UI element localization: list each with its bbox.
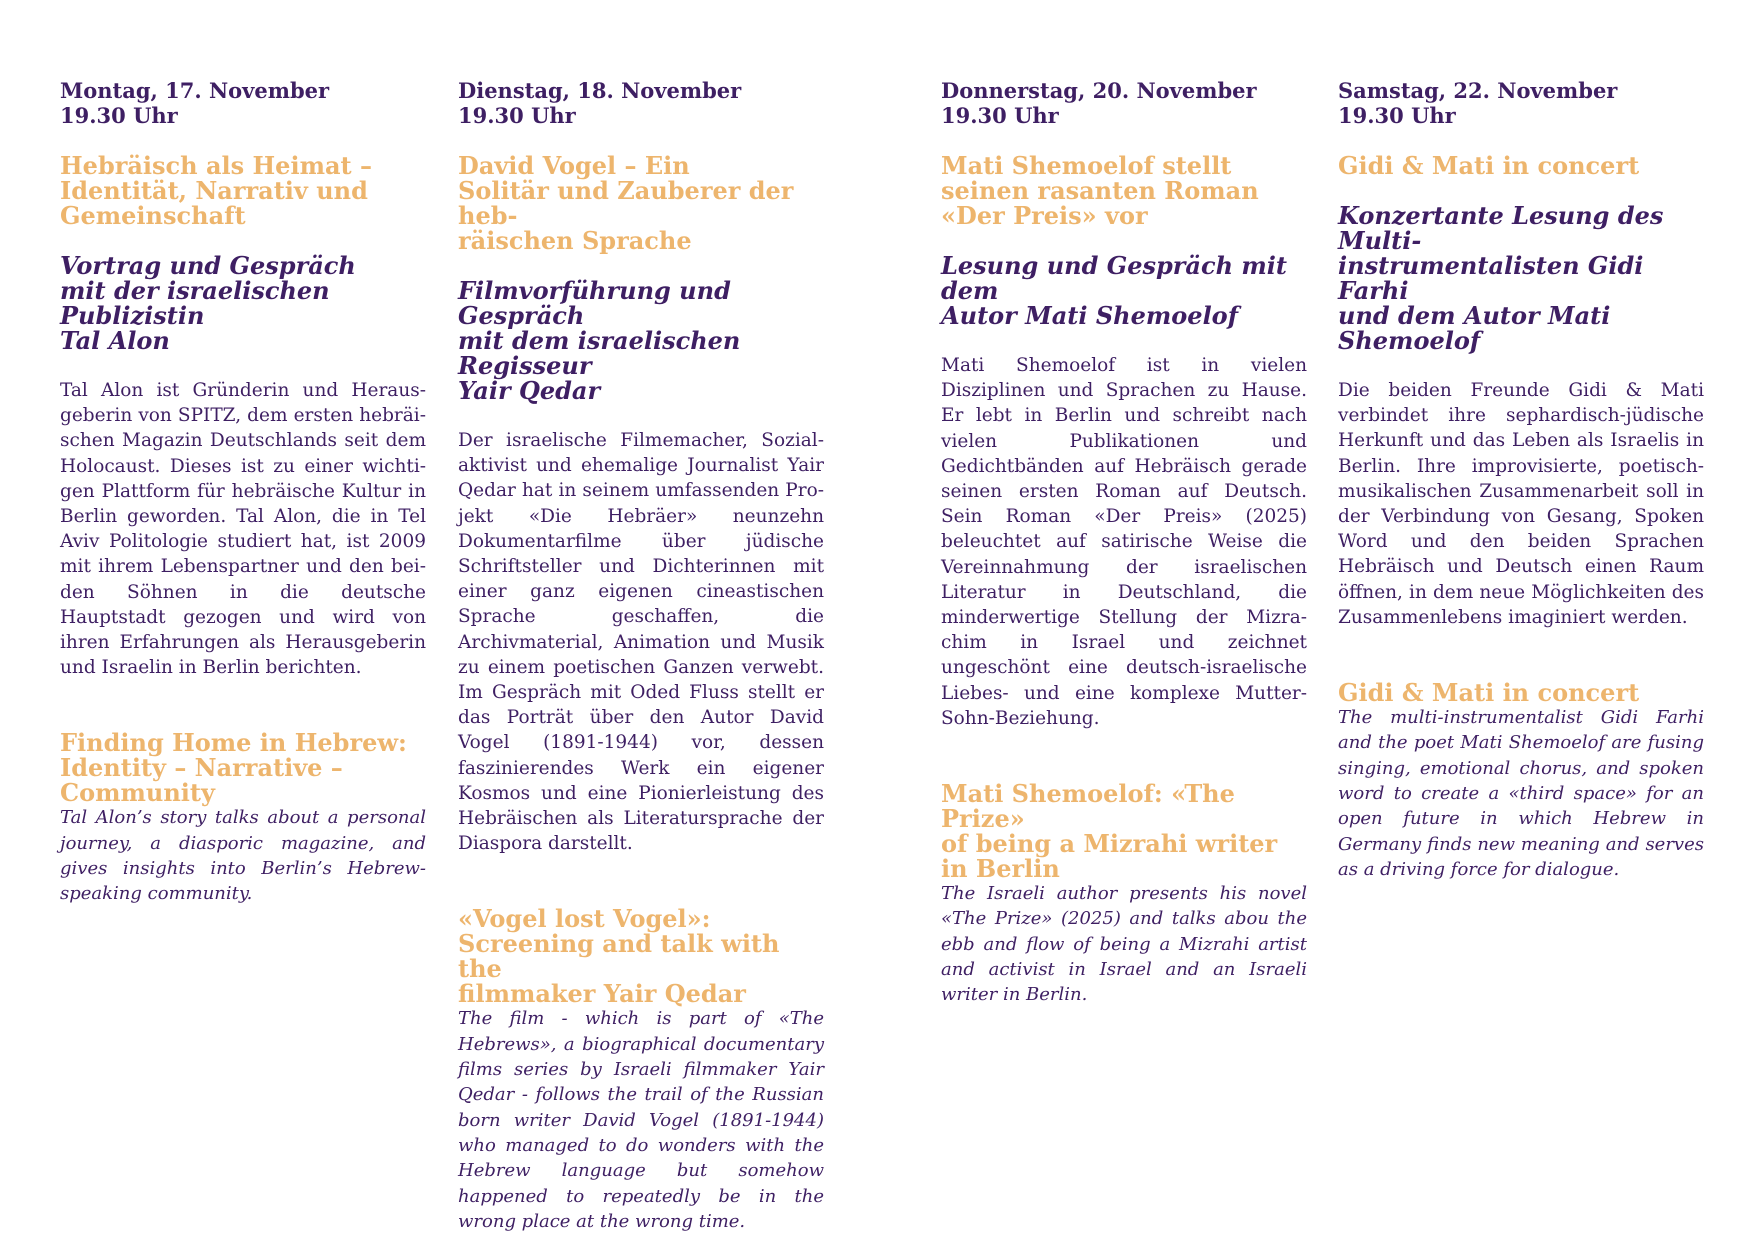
event-column-saturday: [1338, 78, 1704, 882]
event-date: Dienstag, 18. November: [458, 78, 742, 103]
event-time: 19.30 Uhr: [60, 103, 178, 128]
event-subtitle-german: Lesung und Gespräch mit dem Autor Mati Shemoelof: [941, 251, 1287, 330]
event-title-german: David Vogel – Ein Solitär und Zauberer der heb- räischen Sprache: [458, 151, 794, 255]
event-time: 19.30 Uhr: [941, 103, 1059, 128]
event-description-german: Der israelische Filmemacher, Sozialaktivist und ehemalige Journalist Yair Qedar hat in seinem umfassenden Projekt «Die Hebräer» neunzehn Dokumentarfilme über jüdische Schriftsteller und Dichterinnen mit einer ganz eigenen cineastischen Sprache geschaffen, die Archivmaterial, Animation und Musik zu einem poetischen Ganzen verwebt. Im Gespräch mit Oded Fluss stellt er das Porträt über den Autor David Vogel (1891-1944) vor, dessen faszinierendes Werk ein eigener Kosmos und eine Pionierleistung des Hebräischen als Literatursprache der Diaspora darstellt.: [458, 430, 824, 855]
event-title-english: Mati Shemoelof: «The Prize» of being a Mizrahi writer in Berlin: [941, 779, 1278, 884]
event-title-german: Gidi & Mati in concert: [1338, 151, 1640, 180]
event-subtitle-german: Konzertante Lesung des Multi- instrumentalisten Gidi Farhi und dem Autor Mati Shemoelof: [1338, 201, 1664, 355]
event-description-german: Die beiden Freunde Gidi & Mati verbindet ihre sephardisch-jüdische Herkunft und das Leben als Israelis in Berlin. Ihre improvisierte, poetisch-musikalischen Zusammenarbeit soll in der Verbindung von Gesang, Spoken Word und den beiden Sprachen Hebräisch und Deutsch einen Raum öffnen, in dem neue Möglichkeiten des Zusammenlebens imaginiert werden.: [1338, 380, 1704, 628]
event-column-thursday: [941, 78, 1307, 1008]
event-description-german: Mati Shemoelof ist in vielen Disziplinen und Sprachen zu Hause. Er lebt in Berlin und schreibt nach vielen Publikationen und Gedichtbänden auf Hebräisch gerade seinen ersten Roman auf Deutsch. Sein Roman «Der Preis» (2025) beleuchtet auf satirische Weise die Vereinnahmung der israelischen Literatur in Deutschland, die minderwertige Stellung der Mizrachim in Israel und zeichnet ungeschönt eine deutsch-israelische Liebes- und eine komplexe Mutter-Sohn-Beziehung.: [941, 355, 1307, 729]
event-title-english: «Vogel lost Vogel»: Screening and talk with the filmmaker Yair Qedar: [458, 904, 780, 1009]
event-title-german: Hebräisch als Heimat – Identität, Narrativ und Gemeinschaft: [60, 151, 372, 230]
event-date: Samstag, 22. November: [1338, 78, 1618, 103]
event-time: 19.30 Uhr: [458, 103, 576, 128]
event-column-monday: [60, 78, 426, 907]
event-description-english: The Israeli author presents his novel «The Prize» (2025) and talks abou the ebb and flow of being a Mizrahi artist and activist in Israel and an Israeli writer in Berlin.: [941, 883, 1307, 1006]
event-time: 19.30 Uhr: [1338, 103, 1456, 128]
event-subtitle-german: Vortrag und Gespräch mit der israelischen Publizistin Tal Alon: [60, 251, 356, 355]
event-title-german: Mati Shemoelof stellt seinen rasanten Roman «Der Preis» vor: [941, 151, 1259, 230]
event-column-tuesday: [458, 78, 824, 1234]
event-title-english: Gidi & Mati in concert: [1338, 678, 1640, 708]
event-date: Donnerstag, 20. November: [941, 78, 1257, 103]
event-description-english: The multi-instrumentalist Gidi Farhi and the poet Mati Shemoelof are fusing singing, emotional chorus, and spoken word to create a «third space» for an open future in which Hebrew in Germany finds new meaning and serves as a driving force for dialogue.: [1338, 707, 1704, 880]
event-description-english: Tal Alon’s story talks about a personal journey, a diasporic magazine, and gives insights into Berlin’s Hebrew-speaking community.: [60, 807, 426, 905]
event-date: Montag, 17. November: [60, 78, 330, 103]
event-title-english: Finding Home in Hebrew: Identity – Narrative – Community: [60, 728, 407, 808]
event-subtitle-german: Filmvorführung und Gespräch mit dem israelischen Regisseur Yair Qedar: [458, 276, 741, 405]
event-description-english: The film - which is part of «The Hebrews», a biographical documentary films series by Israeli filmmaker Yair Qedar - follows the trail of the Russian born writer David Vogel (1891-1944) who managed to do wonders with the Hebrew language but somehow happened to repeatedly be in the wrong place at the wrong time.: [458, 1008, 824, 1232]
event-description-german: Tal Alon ist Gründerin und Herausgeberin von SPITZ, dem ersten hebräischen Magazin Deutschlands seit dem Holocaust. Dieses ist zu einer wichtigen Plattform für hebräische Kultur in Berlin geworden. Tal Alon, die in Tel Aviv Politologie studiert hat, ist 2009 mit ihrem Lebenspartner und den beiden Söhnen in die deutsche Hauptstadt gezogen und wird von ihren Erfahrungen als Herausgeberin und Israelin in Berlin berichten.: [60, 380, 426, 679]
